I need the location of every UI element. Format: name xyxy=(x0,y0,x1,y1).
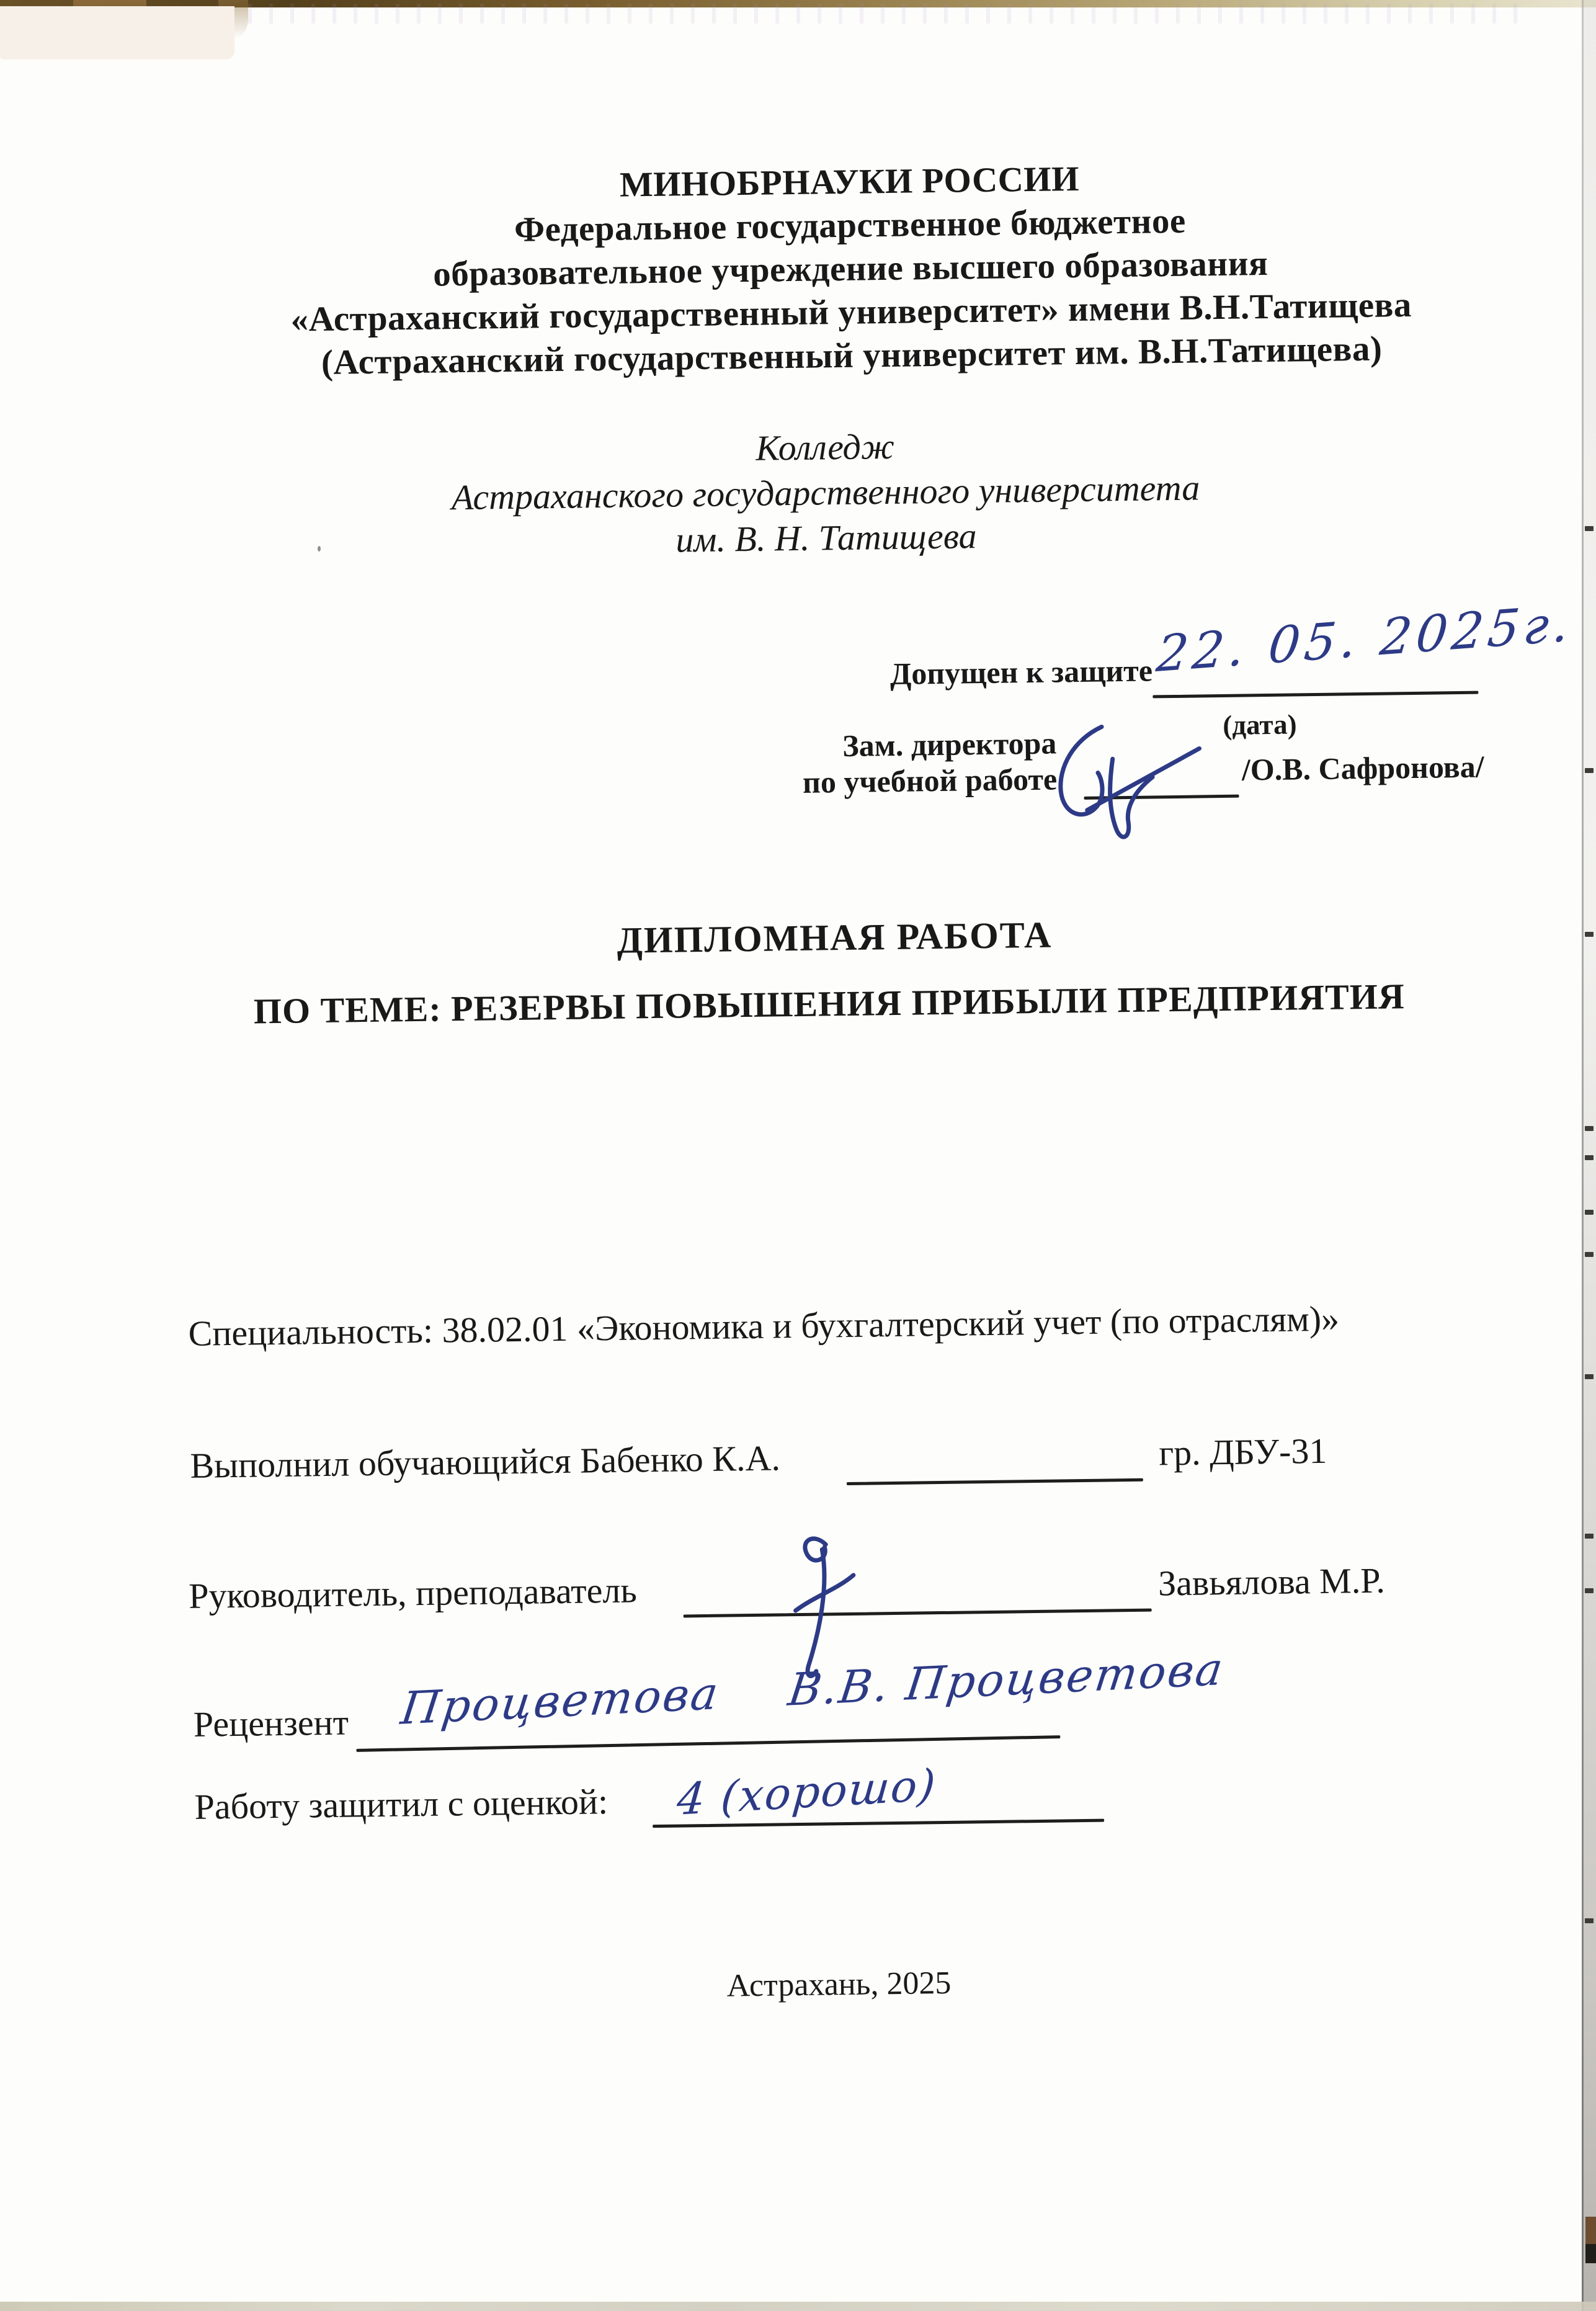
scan-edge-mark xyxy=(1585,932,1594,937)
admitted-label: Допущен к защите xyxy=(889,653,1153,691)
scan-edge-mark xyxy=(1585,1126,1594,1131)
performer-label: Выполнил обучающийся Бабенко К.А. xyxy=(190,1437,781,1486)
director-role-line2: по учебной работе xyxy=(802,761,1058,800)
grade-handwritten-value: 4 (хорошо) xyxy=(675,1759,938,1826)
ministry-line: МИНОБРНАУКИ РОССИИ xyxy=(619,159,1080,205)
college-line: Колледж xyxy=(755,426,895,468)
scan-edge-mark xyxy=(1585,768,1594,773)
scan-edge-mark xyxy=(1585,1918,1594,1923)
scan-speck-artifact xyxy=(318,546,321,552)
date-line xyxy=(1152,691,1478,699)
scan-edge-mark xyxy=(1585,1588,1594,1593)
scan-corner-black-mark xyxy=(1585,2244,1596,2263)
college-line: Астраханского государственного университета xyxy=(451,467,1200,518)
ministry-line: образовательное учреждение высшего образования xyxy=(432,243,1268,294)
city-year-footer: Астрахань, 2025 xyxy=(726,1965,952,2004)
work-type-title: ДИПЛОМНАЯ РАБОТА xyxy=(617,914,1053,961)
reviewer-signature-line xyxy=(356,1735,1060,1752)
ministry-line: «Астраханский государственный университет» имени В.Н.Татищева xyxy=(290,285,1412,339)
scan-corner-brown-mark xyxy=(1585,2217,1596,2244)
specialty-line: Специальность: 38.02.01 «Экономика и бухгалтерский учет (по отраслям)» xyxy=(188,1298,1340,1354)
college-line: им. В. Н. Татищева xyxy=(675,516,977,560)
scan-edge-mark xyxy=(1585,1374,1594,1379)
scan-edge-mark xyxy=(1585,1210,1594,1215)
reviewer-signature-text: Процветова xyxy=(398,1666,723,1735)
scan-top-paper-tint xyxy=(0,6,234,60)
ministry-line: (Астраханский государственный университет им. В.Н.Татищева) xyxy=(321,329,1383,382)
reviewer-label: Рецензент xyxy=(193,1702,349,1745)
scan-right-edge-line xyxy=(1582,0,1584,2311)
college-block xyxy=(118,415,1534,570)
date-caption: (дата) xyxy=(1223,708,1297,741)
reviewer-name: В.В. Процветова xyxy=(785,1642,1228,1716)
ministry-line: Федеральное государственное бюджетное xyxy=(514,201,1187,249)
grade-label: Работу защитил с оценкой: xyxy=(194,1781,609,1827)
letterhead-block xyxy=(105,151,1596,387)
supervisor-signature-line xyxy=(684,1609,1152,1618)
scan-edge-mark xyxy=(1585,526,1594,531)
scan-bottom-edge-artifact xyxy=(0,2302,1596,2311)
supervisor-label: Руководитель, преподаватель xyxy=(188,1570,638,1616)
scan-edge-mark xyxy=(1585,1252,1594,1257)
scan-edge-mark xyxy=(1585,1534,1594,1539)
scan-edge-mark xyxy=(1585,1155,1594,1160)
handwritten-date: 22. 05. 2025г. xyxy=(1154,594,1576,684)
work-theme-title: ПО ТЕМЕ: РЕЗЕРВЫ ПОВЫШЕНИЯ ПРИБЫЛИ ПРЕДПРИЯТИЯ xyxy=(253,976,1406,1032)
performer-signature-line xyxy=(847,1478,1143,1485)
scan-top-streaks-artifact xyxy=(248,4,1520,24)
director-role-line1: Зам. директора xyxy=(842,725,1057,763)
director-signature xyxy=(1043,713,1249,846)
supervisor-name: Завьялова М.Р. xyxy=(1157,1560,1386,1604)
director-name: /О.В. Сафронова/ xyxy=(1241,749,1484,787)
handwriting-gap xyxy=(734,1706,771,1708)
performer-group: гр. ДБУ-31 xyxy=(1158,1430,1327,1473)
